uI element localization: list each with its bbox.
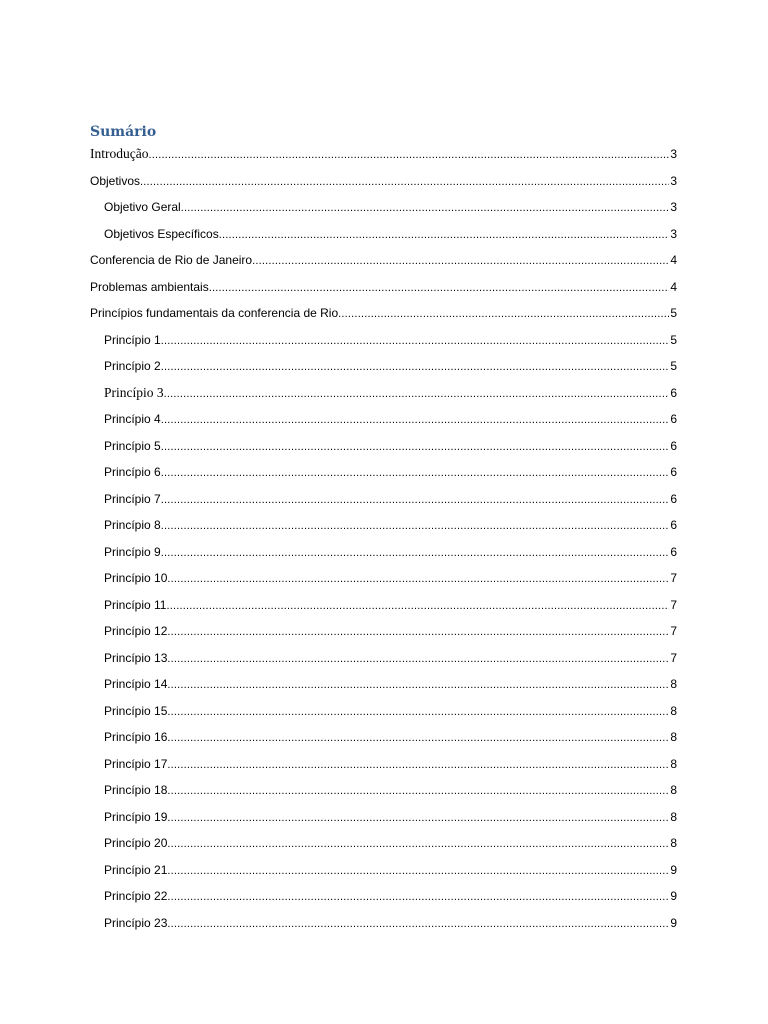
- toc-entry-label: Princípio 18: [104, 783, 168, 797]
- toc-entry[interactable]: [104, 491, 677, 507]
- toc-entry-page-number: 7: [670, 650, 677, 665]
- toc-entry[interactable]: [104, 756, 677, 772]
- toc-entry-label: Princípio 10: [104, 571, 168, 585]
- toc-dot-leader: [167, 783, 669, 799]
- toc-entry-label: Princípio 1: [104, 332, 161, 347]
- toc-entry[interactable]: [104, 809, 677, 825]
- toc-dot-leader: [161, 412, 670, 428]
- toc-entry[interactable]: [104, 915, 677, 931]
- toc-entry-label: Princípio 14: [104, 677, 168, 691]
- toc-entry-page-number: 3: [670, 147, 677, 161]
- toc-entry-label: Princípio 4: [104, 412, 161, 426]
- toc-entry-page-number: 9: [670, 915, 677, 930]
- toc-entry-label: Princípio 11: [104, 597, 167, 612]
- toc-dot-leader: [161, 465, 670, 481]
- toc-entry-label: Princípio 15: [104, 703, 168, 718]
- toc-entry-label: Princípio 2: [104, 359, 161, 373]
- toc-entry-label: Princípio 6: [104, 465, 161, 479]
- toc-entry-page-number: 4: [670, 253, 677, 267]
- toc-entry-label: Introdução: [90, 146, 149, 161]
- toc-entry-page-number: 5: [670, 332, 677, 347]
- toc-entry-page-number: 3: [670, 226, 677, 241]
- toc-entry-page-number: 7: [670, 597, 677, 612]
- toc-entry-label: Princípio 7: [104, 491, 161, 506]
- toc-entry-page-number: 8: [670, 730, 677, 744]
- toc-entry-label: Princípio 8: [104, 518, 161, 532]
- toc-entry[interactable]: [104, 862, 677, 878]
- toc-entry[interactable]: [104, 888, 677, 904]
- toc-entry-page-number: 8: [670, 836, 677, 850]
- toc-entry-page-number: 7: [670, 624, 677, 638]
- toc-entry[interactable]: [104, 544, 677, 560]
- toc-title: Sumário: [90, 124, 157, 140]
- toc-entry[interactable]: [104, 385, 677, 401]
- toc-entry-label: Princípio 19: [104, 809, 168, 824]
- toc-entry-page-number: 3: [670, 200, 677, 214]
- toc-entry-label: Princípio 5: [104, 438, 161, 453]
- toc-entry[interactable]: [104, 570, 677, 586]
- toc-dot-leader: [164, 386, 670, 402]
- toc-entry-label: Princípio 23: [104, 915, 168, 930]
- toc-entry-label: Princípio 13: [104, 650, 168, 665]
- toc-entry-label: Princípio 3: [104, 384, 164, 400]
- toc-entry-page-number: 8: [670, 677, 677, 691]
- toc-dot-leader: [338, 306, 669, 322]
- toc-dot-leader: [219, 227, 670, 243]
- toc-entry-page-number: 6: [670, 438, 677, 453]
- toc-entry-page-number: 3: [670, 173, 677, 188]
- toc-entry-page-number: 5: [670, 306, 677, 320]
- toc-entry-page-number: 6: [670, 491, 677, 506]
- toc-entry-page-number: 8: [670, 809, 677, 824]
- toc-entry-page-number: 6: [670, 544, 677, 559]
- toc-dot-leader: [161, 359, 670, 375]
- toc-entry[interactable]: [90, 173, 677, 189]
- toc-entry-page-number: 6: [670, 412, 677, 426]
- toc-entry-label: Princípio 21: [104, 862, 168, 877]
- toc-entry-label: Princípio 22: [104, 889, 168, 903]
- toc-entry-label: Princípios fundamentais da conferencia de Rio: [90, 306, 339, 320]
- toc-dot-leader: [140, 174, 669, 190]
- toc-dot-leader: [167, 863, 669, 879]
- toc-entry-label: Princípio 17: [104, 756, 168, 771]
- toc-entry-page-number: 6: [670, 385, 677, 400]
- toc-dot-leader: [166, 598, 669, 614]
- toc-entry[interactable]: [90, 252, 677, 268]
- toc-dot-leader: [167, 624, 669, 640]
- toc-dot-leader: [167, 916, 669, 932]
- toc-entry-label: Objetivos Específicos: [104, 226, 219, 241]
- toc-dot-leader: [161, 439, 670, 455]
- toc-entry-label: Princípio 12: [104, 624, 168, 638]
- toc-entry-label: Princípio 9: [104, 544, 161, 559]
- toc-entry-label: Conferencia de Rio de Janeiro: [90, 253, 253, 267]
- toc-entry-page-number: 8: [670, 783, 677, 797]
- toc-entry[interactable]: [104, 650, 677, 666]
- toc-entry[interactable]: [104, 438, 677, 454]
- toc-entry-label: Princípio 20: [104, 836, 168, 850]
- toc-entry[interactable]: [104, 411, 677, 427]
- toc-entry[interactable]: [104, 597, 677, 613]
- toc-entry[interactable]: [90, 305, 677, 321]
- toc-entry-page-number: 7: [670, 571, 677, 585]
- toc-dot-leader: [181, 200, 670, 216]
- toc-dot-leader: [167, 651, 669, 667]
- toc-entry-label: Princípio 16: [104, 730, 168, 744]
- toc-entry[interactable]: [104, 199, 677, 215]
- toc-entry[interactable]: [104, 358, 677, 374]
- toc-dot-leader: [167, 571, 669, 587]
- toc-entry-page-number: 8: [670, 703, 677, 718]
- toc-entry-page-number: 9: [670, 862, 677, 877]
- toc-entry[interactable]: [90, 279, 677, 295]
- toc-dot-leader: [167, 677, 669, 693]
- toc-entry-page-number: 4: [670, 279, 677, 294]
- toc-entry-page-number: 6: [670, 518, 677, 532]
- toc-entry[interactable]: [104, 835, 677, 851]
- toc-entry[interactable]: [104, 332, 677, 348]
- toc-dot-leader: [252, 253, 669, 269]
- toc-entry-page-number: 6: [670, 465, 677, 479]
- toc-dot-leader: [167, 730, 669, 746]
- toc-entry-label: Problemas ambientais: [90, 279, 209, 294]
- toc-entry-page-number: 8: [670, 756, 677, 771]
- toc-dot-leader: [167, 836, 669, 852]
- toc-entry[interactable]: [104, 729, 677, 745]
- toc-dot-leader: [148, 147, 669, 163]
- toc-dot-leader: [167, 889, 669, 905]
- toc-entry[interactable]: [104, 517, 677, 533]
- toc-dot-leader: [167, 810, 669, 826]
- toc-entry-page-number: 5: [670, 359, 677, 373]
- toc-entry[interactable]: [104, 226, 677, 242]
- toc-entry-label: Objetivos: [90, 173, 141, 188]
- toc-entry[interactable]: [104, 782, 677, 798]
- toc-dot-leader: [167, 704, 669, 720]
- toc-entry-label: Objetivo Geral: [104, 200, 181, 214]
- toc-dot-leader: [209, 280, 670, 296]
- toc-entry[interactable]: [104, 676, 677, 692]
- toc-entry-page-number: 9: [670, 889, 677, 903]
- toc-entry[interactable]: [104, 703, 677, 719]
- toc-dot-leader: [161, 492, 670, 508]
- toc-dot-leader: [167, 757, 669, 773]
- toc-entry[interactable]: [104, 623, 677, 639]
- toc-dot-leader: [161, 333, 670, 349]
- toc-dot-leader: [161, 518, 670, 534]
- toc-entry[interactable]: [90, 146, 677, 162]
- toc-dot-leader: [161, 545, 670, 561]
- toc-entry[interactable]: [104, 464, 677, 480]
